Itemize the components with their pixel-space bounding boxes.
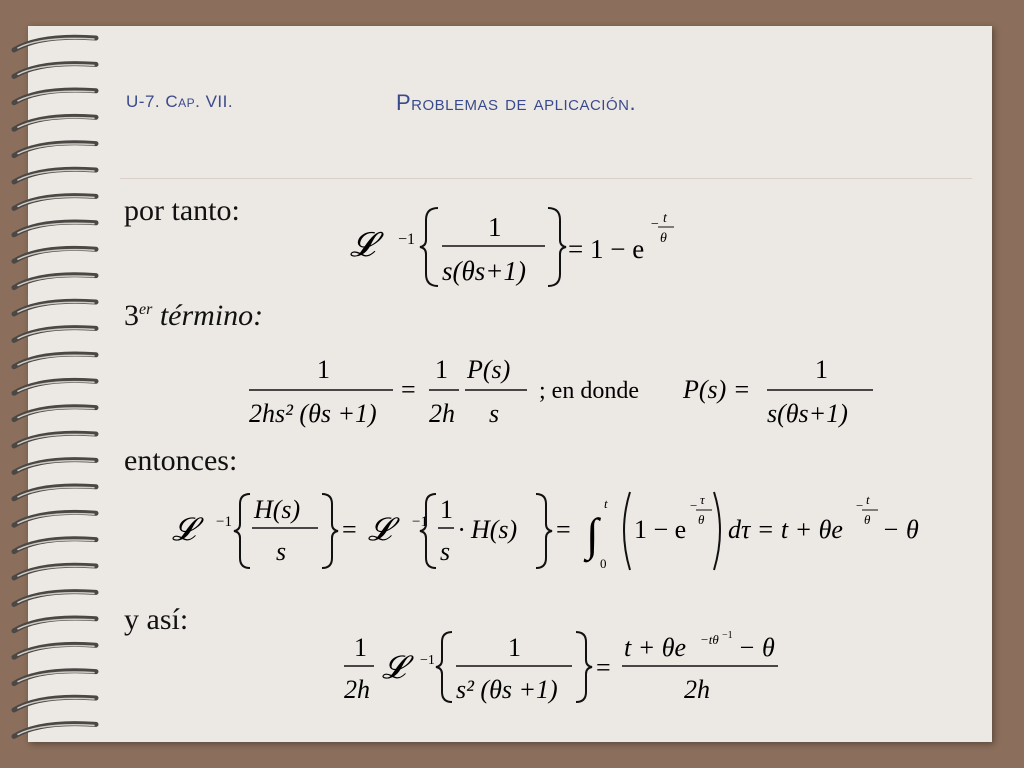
svg-text:∫: ∫ [586,509,599,560]
laplace-symbol: 𝓛 [382,649,406,685]
svg-text:1: 1 [440,495,453,524]
svg-text:t: t [866,492,870,507]
svg-text:θ: θ [660,231,667,246]
slide-title: Problemas de aplicación. [396,90,637,115]
svg-text:=: = [342,515,357,544]
svg-text:1: 1 [508,633,521,662]
header-divider [120,178,972,179]
svg-text:τ: τ [700,492,705,507]
svg-text:θ: θ [864,512,871,527]
svg-text:t + θe: t + θe [624,633,687,662]
svg-text:1: 1 [815,355,828,384]
svg-text:1 − e: 1 − e [634,515,687,544]
svg-text:1: 1 [354,633,367,662]
svg-text:0: 0 [600,556,607,571]
svg-text:−: − [650,217,660,232]
svg-text:−: − [856,498,864,513]
svg-text:2h: 2h [429,399,455,428]
label-tercer-termino: 3er término: [124,299,264,332]
equation-4 [340,630,790,710]
svg-text:· H(s): · H(s) [458,515,518,544]
svg-text:=: = [401,375,416,404]
svg-text:−1: −1 [216,514,232,530]
svg-text:H(s): H(s) [254,495,301,524]
label-entonces: entonces: [124,444,238,477]
svg-text:2hs² (θs +1): 2hs² (θs +1) [249,399,377,428]
chapter-code: U-7. Cap. VII. [126,92,234,111]
svg-text:dτ = t + θe: dτ = t + θe [728,515,843,544]
label-por-tanto: por tanto: [124,194,240,227]
laplace-symbol: 𝓛 [350,227,375,264]
svg-text:− θ: − θ [738,633,775,662]
svg-text:1: 1 [317,355,330,384]
spiral-binding [0,0,120,768]
svg-text:− θ: − θ [882,515,919,544]
svg-text:P(s): P(s) [467,355,511,384]
svg-text:s: s [489,399,500,428]
svg-text:t: t [604,496,608,511]
svg-text:1: 1 [435,355,448,384]
svg-text:s(θs+1): s(θs+1) [767,399,848,428]
svg-text:= 1 − e: = 1 − e [568,234,645,264]
svg-text:P(s) =: P(s) = [683,375,751,404]
svg-text:2h: 2h [684,675,710,704]
svg-text:2h: 2h [344,675,370,704]
equation-1 [350,200,690,295]
svg-text:s: s [440,537,451,566]
svg-text:=: = [556,515,571,544]
svg-text:−1: −1 [412,514,428,530]
svg-text:s(θs+1): s(θs+1) [442,256,526,286]
equation-2 [245,348,885,438]
laplace-symbol: 𝓛 [172,511,196,547]
svg-text:θ: θ [698,512,705,527]
laplace-symbol: 𝓛 [368,511,392,547]
svg-text:−: − [690,498,698,513]
svg-text:1: 1 [488,212,502,242]
label-y-asi: y así: [124,603,189,636]
equation-3 [172,488,932,578]
svg-text:t: t [663,211,667,226]
svg-text:s² (θs +1): s² (θs +1) [456,675,558,704]
svg-text:=: = [596,653,611,682]
svg-text:; en donde: ; en donde [539,378,639,404]
svg-text:−1: −1 [398,231,416,248]
svg-text:−tθ: −tθ [700,632,719,647]
svg-text:−1: −1 [420,653,435,668]
svg-text:s: s [276,537,287,566]
svg-text:−1: −1 [722,630,733,641]
